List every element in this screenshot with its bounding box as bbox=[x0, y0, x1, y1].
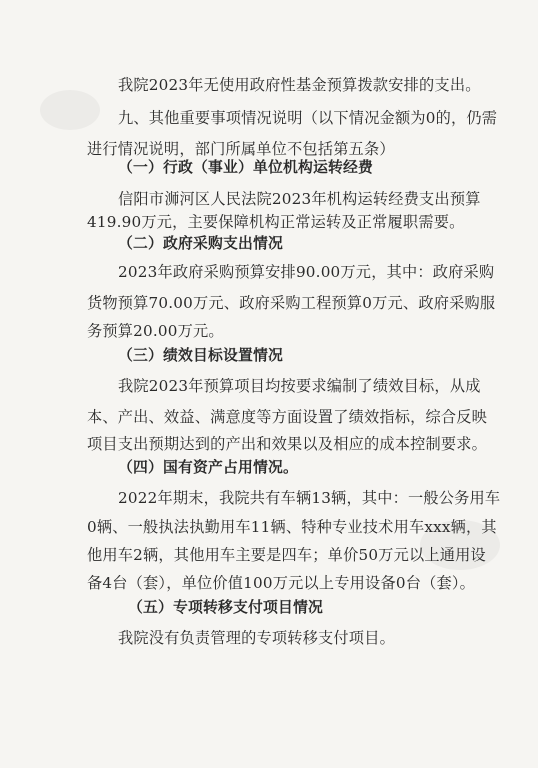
section-heading: （二）政府采购支出情况 bbox=[118, 235, 283, 252]
paragraph-line: 他用车2辆，其他用车主要是四车；单价50万元以上通用设 bbox=[87, 546, 486, 564]
paragraph-line: 419.90万元，主要保障机构正常运转及正常履职需要。 bbox=[87, 213, 465, 231]
paragraph-line: 我院没有负责管理的专项转移支付项目。 bbox=[118, 629, 395, 647]
paragraph-line: 项目支出预期达到的产出和效果以及相应的成本控制要求。 bbox=[87, 435, 488, 453]
paragraph-line: 信阳市浉河区人民法院2023年机构运转经费支出预算 bbox=[118, 190, 481, 208]
paragraph-line: 2023年政府采购预算安排90.00万元，其中：政府采购 bbox=[118, 263, 495, 281]
paragraph-line: 本、产出、效益、满意度等方面设置了绩效指标，综合反映 bbox=[87, 408, 488, 426]
section-heading: （一）行政（事业）单位机构运转经费 bbox=[118, 159, 373, 176]
section-heading-line: 九、其他重要事项情况说明（以下情况金额为0的，仍需 bbox=[118, 109, 498, 127]
section-heading: （五）专项转移支付项目情况 bbox=[128, 599, 323, 616]
paragraph-line: 进行情况说明，部门所属单位不包括第五条） bbox=[87, 140, 395, 158]
paragraph-line: 0辆、一般执法执勤用车11辆、特种专业技术用车xxx辆，其 bbox=[87, 518, 497, 536]
paragraph-line: 我院2023年无使用政府性基金预算拨款安排的支出。 bbox=[118, 76, 481, 94]
paragraph-line: 货物预算70.00万元、政府采购工程预算0万元、政府采购服 bbox=[87, 294, 496, 312]
paragraph-line: 务预算20.00万元。 bbox=[87, 322, 224, 340]
section-heading: （四）国有资产占用情况。 bbox=[118, 459, 298, 476]
paragraph-line: 我院2023年预算项目均按要求编制了绩效目标，从成 bbox=[118, 377, 481, 395]
paragraph-line: 2022年期末，我院共有车辆13辆，其中：一般公务用车 bbox=[118, 489, 501, 507]
section-heading: （三）绩效目标设置情况 bbox=[118, 347, 283, 364]
paragraph-line: 备4台（套），单位价值100万元以上专用设备0台（套）。 bbox=[87, 574, 476, 592]
scan-smudge bbox=[40, 90, 100, 130]
